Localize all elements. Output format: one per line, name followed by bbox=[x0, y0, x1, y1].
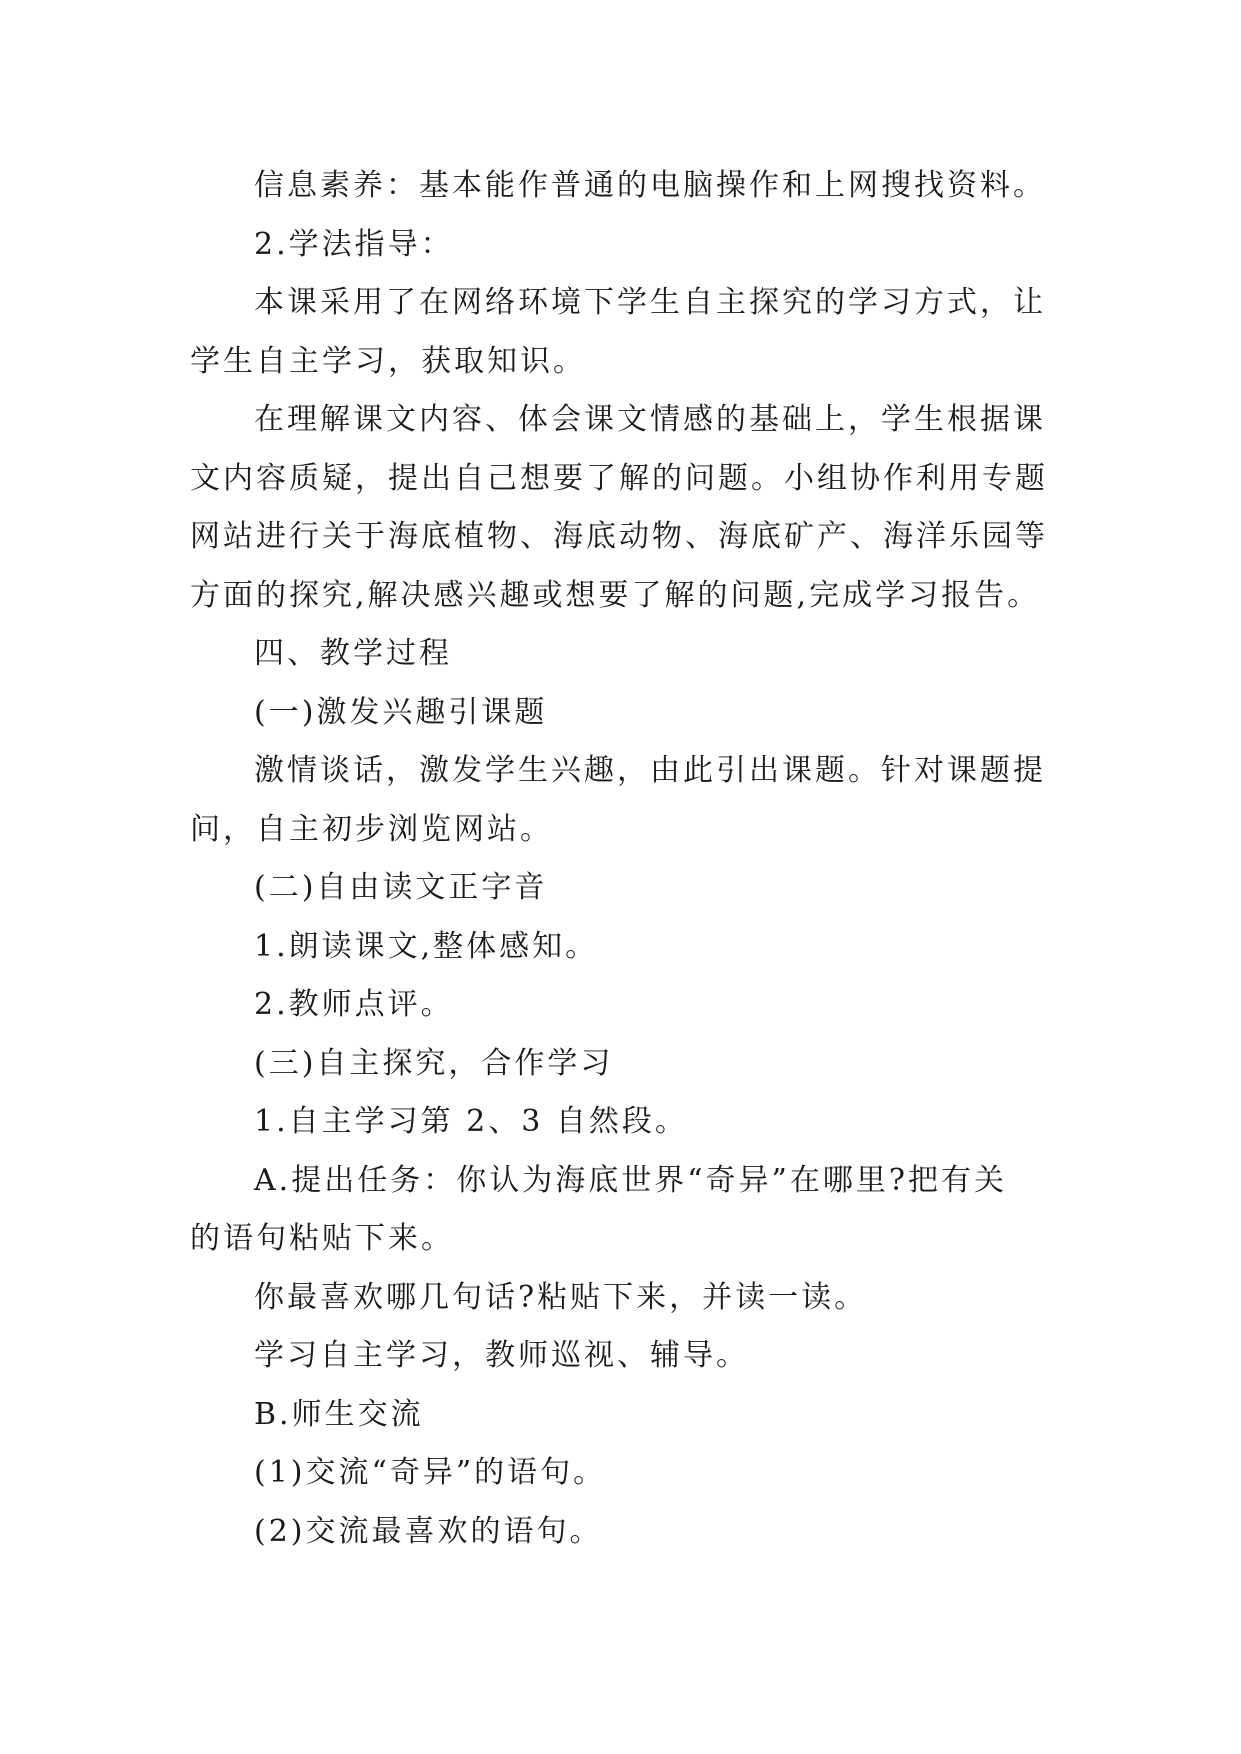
paragraph-line: (一)激发兴趣引课题 bbox=[254, 694, 548, 730]
document-body bbox=[190, 157, 1060, 1561]
paragraph-line: 2.学法指导： bbox=[254, 226, 454, 262]
paragraph-line: (1)交流“奇异”的语句。 bbox=[254, 1455, 607, 1490]
paragraph-line: 学习自主学习，教师巡视、辅导。 bbox=[254, 1338, 749, 1373]
section-heading-teaching-process bbox=[190, 625, 1060, 684]
paragraph-line: 激情谈话，激发学生兴趣，由此引出课题。针对课题提 bbox=[254, 753, 1046, 788]
paragraph-line: 在理解课文内容、体会课文情感的基础上，学生根据课 bbox=[254, 402, 1046, 437]
paragraph-line: 问，自主初步浏览网站。 bbox=[190, 811, 553, 847]
paragraph-line: 1.自主学习第 2、3 自然段。 bbox=[254, 1104, 688, 1139]
list-item-exchange-strange bbox=[190, 1444, 1060, 1503]
list-item-self-study bbox=[190, 1093, 1060, 1152]
paragraph-line: 本课采用了在网络环境下学生自主探究的学习方式，让 bbox=[254, 285, 1046, 320]
paragraph-line: (二)自由读文正字音 bbox=[254, 870, 548, 905]
subheading-independent-inquiry bbox=[190, 1035, 1060, 1094]
paragraph-line: A.提出任务：你认为海底世界“奇异”在哪里?把有关 bbox=[254, 1162, 1007, 1198]
paragraph-line: 1.朗读课文,整体感知。 bbox=[254, 928, 599, 964]
paragraph-line: (2)交流最喜欢的语句。 bbox=[254, 1513, 603, 1549]
paragraph-line: 文内容质疑，提出自己想要了解的问题。小组协作利用专题 bbox=[190, 460, 1048, 496]
list-item-exchange-favorite bbox=[190, 1503, 1060, 1562]
paragraph-task-a bbox=[190, 1152, 1060, 1269]
paragraph-passionate-talk bbox=[190, 742, 1060, 859]
paragraph-favorite-sentences bbox=[190, 1269, 1060, 1328]
list-item-read-aloud bbox=[190, 918, 1060, 977]
paragraph-task-b bbox=[190, 1386, 1060, 1445]
list-item-teacher-comment bbox=[190, 976, 1060, 1035]
paragraph-line: 信息素养：基本能作普通的电脑操作和上网搜找资料。 bbox=[254, 168, 1046, 203]
paragraph-inquiry-description bbox=[190, 391, 1060, 625]
paragraph-line: 2.教师点评。 bbox=[254, 987, 454, 1022]
paragraph-information-literacy bbox=[190, 157, 1060, 216]
subheading-stimulate-interest bbox=[190, 684, 1060, 743]
paragraph-line: B.师生交流 bbox=[254, 1396, 424, 1432]
paragraph-teacher-patrol bbox=[190, 1327, 1060, 1386]
paragraph-line: 网站进行关于海底植物、海底动物、海底矿产、海洋乐园等 bbox=[190, 519, 1048, 554]
paragraph-line: 的语句粘贴下来。 bbox=[190, 1221, 454, 1256]
paragraph-line: (三)自主探究，合作学习 bbox=[254, 1045, 614, 1081]
paragraph-line: 你最喜欢哪几句话?粘贴下来，并读一读。 bbox=[254, 1279, 868, 1315]
paragraph-line: 学生自主学习，获取知识。 bbox=[190, 343, 586, 379]
paragraph-learning-method-heading bbox=[190, 216, 1060, 275]
paragraph-learning-approach bbox=[190, 274, 1060, 391]
subheading-free-reading bbox=[190, 859, 1060, 918]
paragraph-line: 四、教学过程 bbox=[254, 636, 452, 671]
paragraph-line: 方面的探究,解决感兴趣或想要了解的问题,完成学习报告。 bbox=[190, 577, 1041, 613]
